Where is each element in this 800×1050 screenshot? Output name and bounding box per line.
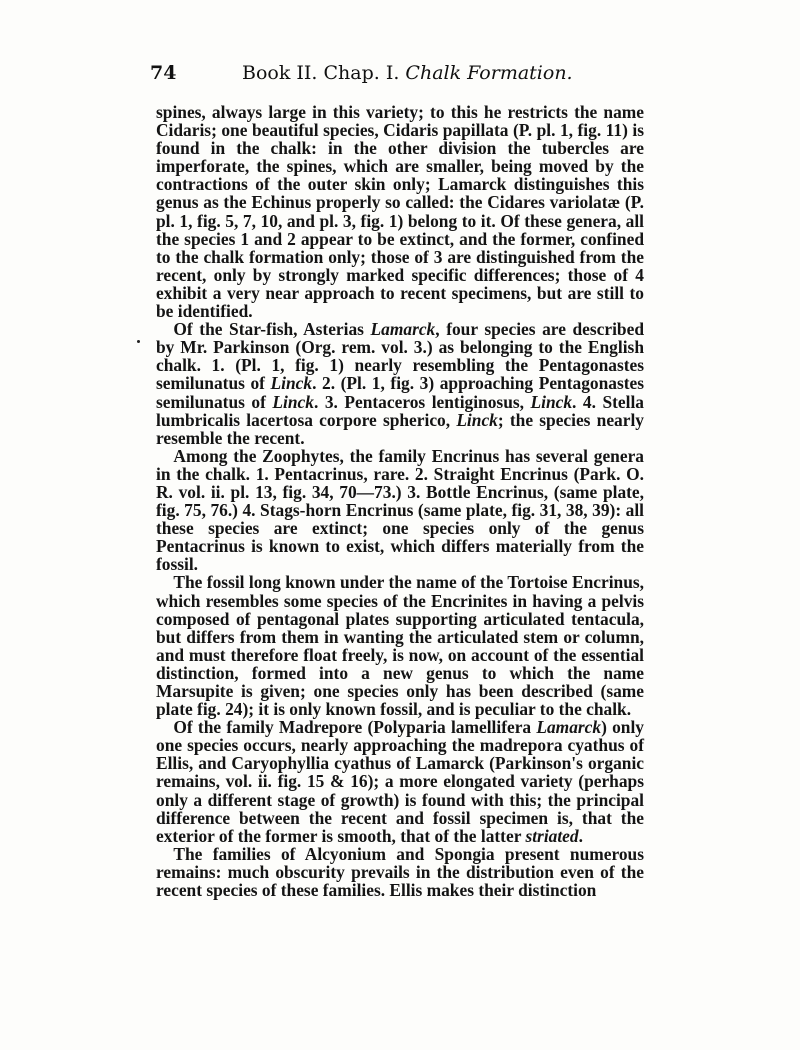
text-run: spines, always large in this variety; to this he restricts the name Cidaris; one beautiful species, Cidaris papillata (P. pl. 1, fig. 11) is found in the chalk: in the other division the tubercles are imperforate, the spines, which are smaller, being moved by the contractions of the outer skin only; Lamarck distinguishes this genus as the Echinus properly so called: the Cidares variolatæ (P. pl. 1, fig. 5, 7, 10, and pl. 3, fig. 1) belong to it. Of these genera, all the species 1 and 2 appear to be extinct, and the former, confined to the chalk formation only; those of 3 are distinguished from the recent, only by strongly marked specific differences; those of 4 exhibit a very near approach to recent specimens, but are still to be identified. bbox=[156, 102, 644, 322]
text-run: Among the Zoophytes, the family Encrinus has several genera in the chalk. 1. Pentacrinus, rare. 2. Straight Encrinus (Park. O. R. vol. ii. pl. 13, fig. 34, 70—73.) 3. Bottle Encrinus, (same plate, fig. 75, 76.) 4. Stags-horn Encrinus (same plate, fig. 31, 38, 39): all these species are extinct; one species only of the genus Pentacrinus is known to exist, which differs materially from the fossil. bbox=[156, 445, 644, 575]
text-run: Of the family Madrepore (Polyparia lamellifera bbox=[173, 717, 537, 738]
italic-text: Linck bbox=[272, 391, 314, 412]
text-run: ; the species nearly resemble the recent. bbox=[156, 409, 644, 448]
italic-text: Linck bbox=[530, 391, 573, 412]
chapter-title: Chalk Formation. bbox=[405, 62, 573, 84]
page-number: 74 bbox=[150, 62, 177, 84]
margin-mark bbox=[137, 340, 140, 343]
text-run: ) only one species occurs, nearly approaching the madrepora cyathus of Ellis, and Caryophyllia cyathus of Lamarck (Parkinson's organic remains, vol. ii. fig. 15 & 16); a more elongated variety (perhaps only a different stage of growth) is found with this; the principal difference between the recent and fossil specimen is, that the exterior of the former is smooth, that of the latter bbox=[156, 717, 644, 846]
text-run: The families of Alcyonium and Spongia present numerous remains: much obscurity prevails in the distribution even of the recent species of these families. Ellis makes their distinction bbox=[156, 843, 644, 901]
text-run: , four species are described by Mr. Parkinson (Org. rem. vol. 3.) as belonging to the English chalk. 1. (Pl. 1, fig. 1) nearly resembling the Pentagonastes semilunatus of bbox=[156, 319, 644, 394]
running-title bbox=[242, 62, 573, 84]
paragraph bbox=[156, 573, 644, 718]
body-text bbox=[156, 103, 644, 899]
italic-text: Lamarck bbox=[536, 717, 602, 738]
paragraph bbox=[156, 320, 644, 447]
text-run: . bbox=[578, 825, 583, 846]
italic-text: Linck bbox=[456, 409, 498, 430]
paragraph bbox=[156, 718, 644, 845]
paragraph bbox=[156, 103, 644, 320]
italic-text: Linck bbox=[270, 373, 313, 394]
text-run: The fossil long known under the name of the Tortoise Encrinus, which resembles some species of the Encrinites in having a pelvis composed of pentagonal plates supporting articulated tentacula, but differs from them in wanting the articulated stem or column, and must therefore float freely, is now, on account of the essential distinction, formed into a new genus to which the name Marsupite is given; one species only has been described (same plate fig. 24); it is only known fossil, and is peculiar to the chalk. bbox=[156, 572, 644, 720]
text-run: . 3. Pentaceros lentiginosus, bbox=[313, 391, 531, 412]
running-head bbox=[150, 62, 650, 88]
book-chapter-label: Book II. Chap. I. bbox=[242, 62, 406, 84]
italic-text: striated bbox=[525, 825, 579, 846]
text-run: . 2. (Pl. 1, fig. 3) approaching Pentagonastes semilunatus of bbox=[156, 373, 645, 412]
paragraph bbox=[156, 845, 644, 899]
italic-text: Lamarck bbox=[370, 319, 436, 340]
text-run: Of the Star-fish, Asterias bbox=[173, 319, 371, 340]
paragraph bbox=[156, 447, 644, 574]
text-run: . 4. Stella lumbricalis lacertosa corpore spherico, bbox=[156, 391, 644, 430]
